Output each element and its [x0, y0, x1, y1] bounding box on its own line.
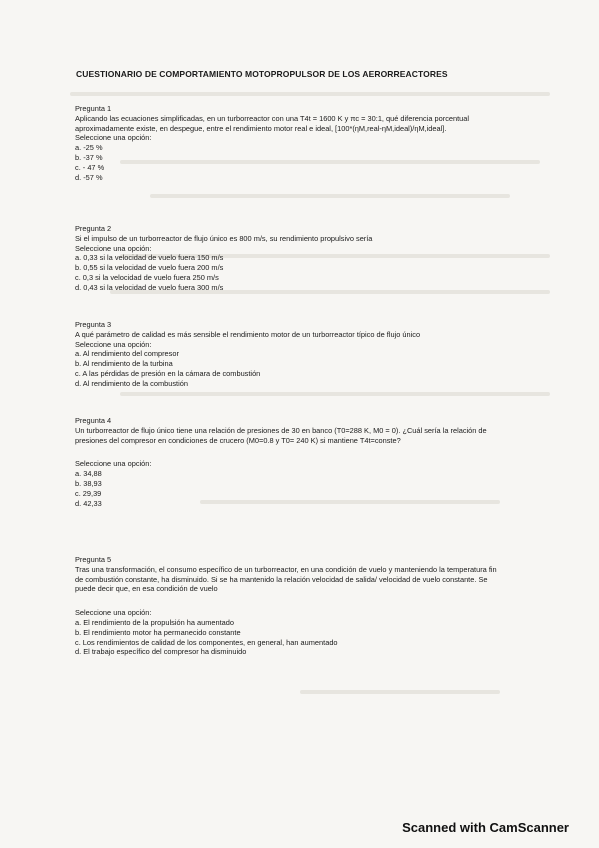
spacer — [75, 594, 505, 608]
option-list — [75, 618, 505, 657]
option-b: b. El rendimiento motor ha permanecido constante — [75, 627, 241, 637]
option-b: b. Al rendimiento de la turbina — [75, 359, 173, 369]
option-b: b. 0,55 si la velocidad de vuelo fuera 200 m/s — [75, 263, 224, 273]
question-label: Pregunta 2 — [75, 224, 112, 233]
document-title: CUESTIONARIO DE COMPORTAMIENTO MOTOPROPULSOR DE LOS AERORREACTORES — [76, 69, 448, 79]
option-c: c. 29,39 — [75, 488, 102, 498]
question-1 — [75, 104, 505, 182]
option-d: d. Al rendimiento de la combustión — [75, 378, 188, 388]
question-2 — [75, 224, 505, 293]
bleed-through-line — [150, 194, 510, 198]
select-prompt: Seleccione una opción: — [75, 608, 152, 618]
question-label: Pregunta 5 — [75, 555, 112, 564]
option-d: d. -57 % — [75, 172, 103, 182]
question-text: A qué parámetro de calidad es más sensible el rendimiento motor de un turborreactor típico de flujo único — [75, 329, 421, 339]
question-text: Si el impulso de un turborreactor de flujo único es 800 m/s, su rendimiento propulsivo sería — [75, 233, 373, 243]
scanner-watermark: Scanned with CamScanner — [402, 820, 569, 835]
question-text: Un turborreactor de flujo único tiene una relación de presiones de 30 en banco (T0=288 K, M0 = 0). ¿Cuál sería la relación de presiones del compresor en condiciones de crucero (M0=0.8 y T0= 240 K) si mantiene T4t=conste? — [75, 425, 487, 445]
question-text: Aplicando las ecuaciones simplificadas, en un turborreactor con una T4t = 1600 K y πc = 30:1, qué diferencia porcentual aproximadamente existe, en despegue, entre el rendimiento motor real e ideal, [100*(ηM,real-ηM,ideal)/ηM,ideal]. — [75, 113, 470, 133]
option-c: c. A las pérdidas de presión en la cámara de combustión — [75, 368, 261, 378]
bleed-through-line — [120, 392, 550, 396]
option-a: a. Al rendimiento del compresor — [75, 349, 179, 359]
option-d: d. 42,33 — [75, 498, 102, 508]
question-5 — [75, 555, 505, 657]
option-b: b. 38,93 — [75, 478, 102, 488]
option-a: a. 0,33 si la velocidad de vuelo fuera 150 m/s — [75, 253, 224, 263]
bleed-through-line — [70, 92, 550, 96]
select-prompt: Seleccione una opción: — [75, 339, 152, 349]
option-d: d. El trabajo específico del compresor ha disminuido — [75, 647, 247, 657]
select-prompt: Seleccione una opción: — [75, 243, 152, 253]
question-label: Pregunta 4 — [75, 416, 112, 425]
option-c: c. 0,3 si la velocidad de vuelo fuera 250 m/s — [75, 272, 219, 282]
select-prompt: Seleccione una opción: — [75, 133, 152, 143]
option-a: a. -25 % — [75, 143, 103, 153]
option-list — [75, 469, 505, 508]
option-list — [75, 253, 505, 292]
select-prompt: Seleccione una opción: — [75, 459, 152, 469]
option-a: a. El rendimiento de la propulsión ha aumentado — [75, 617, 235, 627]
question-label: Pregunta 1 — [75, 104, 112, 113]
bleed-through-line — [300, 690, 500, 694]
option-c: c. Los rendimientos de calidad de los componentes, en general, han aumentado — [75, 637, 338, 647]
question-text: Tras una transformación, el consumo específico de un turborreactor, en una condición de vuelo y manteniendo la temperatura fin de combustión constante, ha disminuido. Si se ha mantenido la relación velocidad de salida/ velocidad de vuelo constante. Se puede decir que, en esa condición de vuelo — [75, 564, 497, 594]
option-list — [75, 349, 505, 388]
question-4 — [75, 416, 505, 508]
spacer — [75, 445, 505, 459]
option-a: a. 34,88 — [75, 469, 102, 479]
question-label: Pregunta 3 — [75, 320, 112, 329]
option-b: b. -37 % — [75, 152, 103, 162]
option-c: c. - 47 % — [75, 162, 105, 172]
option-d: d. 0,43 si la velocidad de vuelo fuera 300 m/s — [75, 282, 224, 292]
option-list — [75, 143, 505, 182]
question-3 — [75, 320, 505, 389]
